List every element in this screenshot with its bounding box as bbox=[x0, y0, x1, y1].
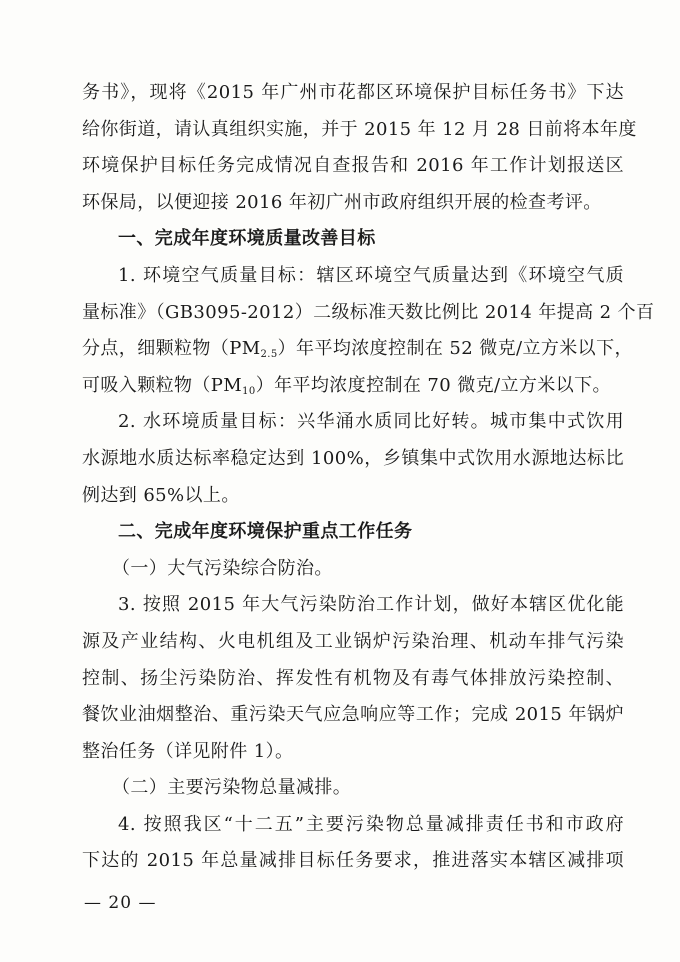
text: 可吸入颗粒物（PM bbox=[82, 374, 243, 396]
item-4-line: 4. 按照我区“十二五”主要污染物总量减排责任书和市政府 bbox=[118, 813, 624, 835]
item-4-line: 下达的 2015 年总量减排目标任务要求，推进落实本辖区减排项 bbox=[82, 850, 624, 872]
text: ）年平均浓度控制在 70 微克/立方米以下。 bbox=[255, 374, 611, 396]
paragraph-line: 务书》，现将《2015 年广州市花都区环境保护目标任务书》下达 bbox=[82, 82, 624, 103]
item-2-line: 例达到 65%以上。 bbox=[82, 484, 240, 506]
item-1-line: 量标准》（GB3095-2012）二级标准天数比例比 2014 年提高 2 个百 bbox=[82, 301, 655, 323]
item-3-line: 3. 按照 2015 年大气污染防治工作计划，做好本辖区优化能 bbox=[118, 594, 624, 616]
subsection-heading-1: （一）大气污染综合防治。 bbox=[112, 557, 333, 579]
section-heading-1: 一、完成年度环境质量改善目标 bbox=[118, 228, 376, 250]
item-3-line: 整治任务（详见附件 1）。 bbox=[82, 740, 294, 762]
item-3-line: 源及产业结构、火电机组及工业锅炉污染治理、机动车排气污染 bbox=[82, 630, 624, 652]
section-heading-2: 二、完成年度环境保护重点工作任务 bbox=[118, 521, 413, 543]
document-page bbox=[82, 75, 655, 880]
page-number: — 20 — bbox=[84, 893, 157, 913]
subscript: 2.5 bbox=[260, 349, 278, 361]
subsection-heading-2: （二）主要污染物总量减排。 bbox=[112, 777, 352, 799]
paragraph-line: 给你街道，请认真组织实施，并于 2015 年 12 月 28 日前将本年度 bbox=[82, 118, 637, 140]
item-3-line: 控制、扬尘污染防治、挥发性有机物及有毒气体排放污染控制、 bbox=[82, 667, 624, 689]
item-3-line: 餐饮业油烟整治、重污染天气应急响应等工作；完成 2015 年锅炉 bbox=[82, 704, 624, 726]
item-1-line bbox=[82, 331, 633, 368]
item-2-line: 2. 水环境质量目标：兴华涌水质同比好转。城市集中式饮用 bbox=[118, 411, 624, 433]
item-1-line bbox=[82, 368, 624, 405]
text: ）年平均浓度控制在 52 微克/立方米以下， bbox=[277, 338, 633, 360]
item-2-line: 水源地水质达标率稳定达到 100%，乡镇集中式饮用水源地达标比 bbox=[82, 447, 624, 469]
item-1-line: 1. 环境空气质量目标：辖区环境空气质量达到《环境空气质 bbox=[118, 264, 624, 286]
subscript: 10 bbox=[242, 385, 256, 397]
paragraph-line: 环境保护目标任务完成情况自查报告和 2016 年工作计划报送区 bbox=[82, 155, 624, 177]
paragraph-line: 环保局，以便迎接 2016 年初广州市政府组织开展的检查考评。 bbox=[82, 191, 602, 213]
text: 分点，细颗粒物（PM bbox=[82, 338, 261, 360]
